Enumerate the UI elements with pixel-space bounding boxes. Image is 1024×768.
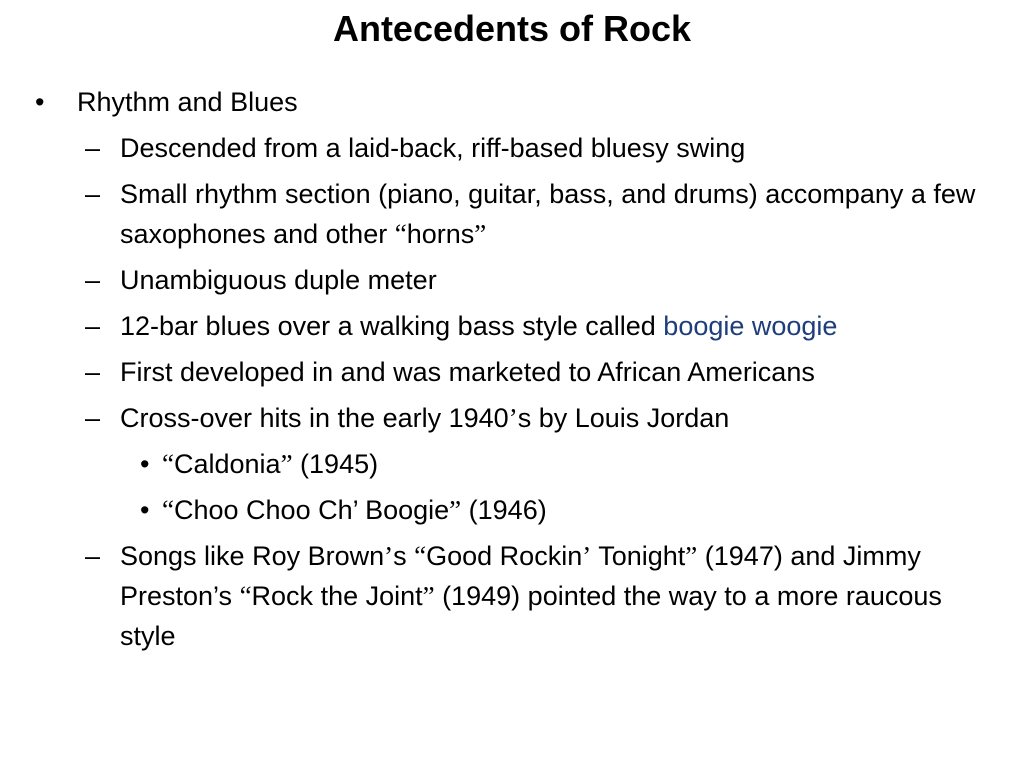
slide-title: Antecedents of Rock <box>332 8 692 49</box>
sub-bullet-marker: • <box>140 449 150 479</box>
close-quote: ” <box>449 495 462 525</box>
slide-content <box>0 82 1024 656</box>
sub-item-text: Descended from a laid-back, riff-based bluesy swing <box>120 133 746 163</box>
bullet-text: Rhythm and Blues <box>77 87 298 117</box>
close-quote: ” <box>474 219 487 249</box>
bullet-marker: • <box>35 87 45 117</box>
open-quote: “ <box>162 495 174 525</box>
song-title: Choo Choo Ch’ Boogie <box>173 495 450 525</box>
songs-text-d: (1949) pointed the way to a more raucous style <box>120 581 942 651</box>
sub-item-descended <box>0 128 1024 168</box>
sub-sub-item-choo-choo <box>0 490 1024 530</box>
sub-item-rhythm-section <box>0 174 1024 254</box>
dash-marker: – <box>85 179 101 209</box>
boogie-woogie-link[interactable]: boogie woogie <box>663 311 838 341</box>
dash-marker: – <box>85 357 101 387</box>
sub-item-duple-meter <box>0 260 1024 300</box>
dash-marker: – <box>85 133 101 163</box>
sub-item-text: Unambiguous duple meter <box>120 265 437 295</box>
bullet-rhythm-and-blues <box>0 82 1024 122</box>
sub-item-text: 12-bar blues over a walking bass style called <box>120 311 664 341</box>
sub-item-text-end: s by Louis Jordan <box>517 403 730 433</box>
sub-sub-item-caldonia <box>0 444 1024 484</box>
sub-item-first-developed <box>0 352 1024 392</box>
open-quote: “ <box>162 449 174 479</box>
song-year: (1945) <box>292 449 379 479</box>
open-quote: “ <box>239 581 252 611</box>
song-year: (1946) <box>461 495 547 525</box>
dash-marker: – <box>85 311 101 341</box>
sub-item-text: Cross-over hits in the early 1940 <box>120 403 509 433</box>
sub-item-crossover <box>0 398 1024 438</box>
dash-marker: – <box>85 265 101 295</box>
sub-item-songs <box>0 536 1024 656</box>
close-quote: ” <box>422 581 435 611</box>
close-quote: ” <box>685 541 698 571</box>
apostrophe: ’ <box>384 541 394 571</box>
good-rockin-title-b: Tonight <box>591 541 686 571</box>
sub-item-text: Songs like Roy Brown <box>120 541 385 571</box>
sub-item-twelve-bar <box>0 306 1024 346</box>
apostrophe: ’ <box>508 403 518 433</box>
song-title: Caldonia <box>173 449 281 479</box>
songs-text-b: s <box>393 541 415 571</box>
songs-text-c: (1947) and Jimmy Preston’s <box>120 541 921 611</box>
horns-text: horns <box>406 219 475 249</box>
good-rockin-title-a: Good Rockin <box>426 541 583 571</box>
apostrophe: ’ <box>582 541 592 571</box>
rock-the-joint-title: Rock the Joint <box>251 581 423 611</box>
close-quote: ” <box>280 449 293 479</box>
sub-item-text: First developed in and was marketed to African Americans <box>120 357 815 387</box>
dash-marker: – <box>85 403 101 433</box>
open-quote: “ <box>414 541 427 571</box>
dash-marker: – <box>85 541 101 571</box>
sub-bullet-marker: • <box>140 495 150 525</box>
open-quote: “ <box>394 219 407 249</box>
sub-item-text: Small rhythm section (piano, guitar, bass, and drums) accompany a few saxophones and other <box>120 179 976 249</box>
